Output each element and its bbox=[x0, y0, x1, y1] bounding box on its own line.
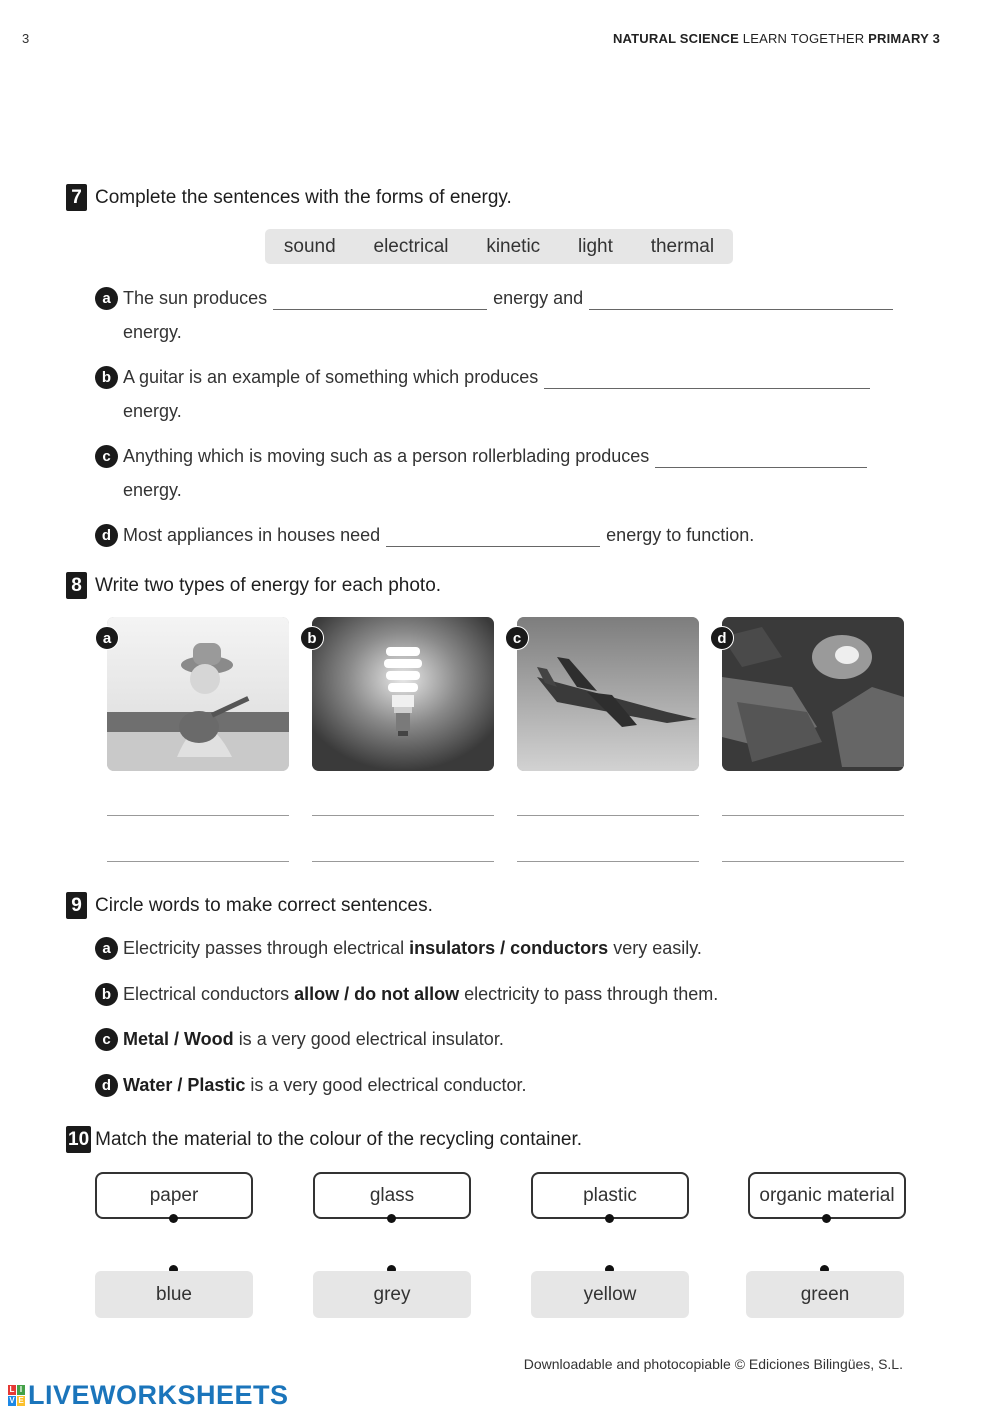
colour-box[interactable]: grey bbox=[313, 1271, 471, 1318]
ex9-item-c bbox=[95, 1027, 504, 1051]
item-text: energy and bbox=[493, 288, 584, 308]
word-bank-word: electrical bbox=[373, 235, 449, 257]
exercise-number-badge: 9 bbox=[66, 892, 87, 919]
word-bank bbox=[265, 229, 733, 264]
item-text-continued: energy. bbox=[123, 480, 182, 500]
header-level: PRIMARY 3 bbox=[868, 31, 940, 46]
answer-line[interactable] bbox=[312, 861, 494, 862]
exercise-8-heading bbox=[66, 572, 441, 599]
material-box[interactable]: plastic bbox=[531, 1172, 689, 1219]
logo-mark-icon bbox=[8, 1385, 25, 1406]
brand-name: LIVEWORKSHEETS bbox=[28, 1380, 289, 1410]
word-choice[interactable]: insulators / conductors bbox=[409, 938, 609, 958]
item-letter-badge: b bbox=[95, 983, 118, 1006]
photo-letter-badge: d bbox=[710, 626, 734, 650]
header-series: LEARN TOGETHER bbox=[742, 31, 865, 46]
answer-line[interactable] bbox=[722, 861, 904, 862]
page-number: 3 bbox=[22, 31, 30, 46]
header-subject: NATURAL SCIENCE bbox=[612, 31, 739, 46]
answer-blank[interactable] bbox=[655, 450, 867, 468]
exercise-10-heading bbox=[66, 1126, 582, 1153]
item-text: very easily. bbox=[613, 938, 702, 958]
logo-mark-letter: V bbox=[9, 1396, 15, 1405]
answer-line[interactable] bbox=[722, 815, 904, 816]
logo-mark-letter: L bbox=[9, 1385, 15, 1394]
item-letter-badge: b bbox=[95, 366, 118, 389]
exercise-7-heading bbox=[66, 184, 512, 211]
material-box[interactable]: organic material bbox=[748, 1172, 906, 1219]
photo-letter-badge: a bbox=[95, 626, 119, 650]
word-bank-word: thermal bbox=[650, 235, 715, 257]
word-bank-word: sound bbox=[283, 235, 336, 257]
exercise-title: Write two types of energy for each photo. bbox=[95, 574, 442, 596]
item-text: is a very good electrical conductor. bbox=[250, 1075, 527, 1095]
ex9-item-b bbox=[95, 982, 718, 1006]
copyright-note: Downloadable and photocopiable © Ediciones Bilingües, S.L. bbox=[523, 1356, 903, 1372]
match-dot[interactable] bbox=[822, 1214, 831, 1223]
item-letter-badge: a bbox=[95, 287, 118, 310]
answer-blank[interactable] bbox=[273, 292, 487, 310]
liveworksheets-logo[interactable] bbox=[8, 1380, 289, 1411]
photo-letter-badge: c bbox=[505, 626, 529, 650]
item-text: is a very good electrical insulator. bbox=[238, 1029, 504, 1049]
photo-jet-plane bbox=[517, 617, 699, 771]
item-text: energy to function. bbox=[606, 525, 755, 545]
answer-line[interactable] bbox=[107, 861, 289, 862]
ex9-item-d bbox=[95, 1073, 527, 1097]
exercise-title: Circle words to make correct sentences. bbox=[95, 894, 433, 916]
item-text: Most appliances in houses need bbox=[123, 525, 381, 545]
item-text-continued: energy. bbox=[123, 401, 182, 421]
match-dot[interactable] bbox=[169, 1214, 178, 1223]
exercise-title: Complete the sentences with the forms of energy. bbox=[95, 186, 512, 208]
ex7-item-d bbox=[95, 523, 754, 547]
logo-mark-letter: I bbox=[17, 1385, 25, 1395]
word-bank-word: light bbox=[578, 235, 613, 257]
photo-child-playing-guitar bbox=[107, 617, 289, 771]
material-box[interactable]: glass bbox=[313, 1172, 471, 1219]
item-text: Electrical conductors bbox=[123, 984, 290, 1004]
material-box[interactable]: paper bbox=[95, 1172, 253, 1219]
exercise-number-badge: 8 bbox=[66, 572, 87, 599]
ex7-item-c bbox=[95, 444, 873, 502]
answer-blank[interactable] bbox=[589, 292, 893, 310]
item-letter-badge: a bbox=[95, 937, 118, 960]
colour-box[interactable]: blue bbox=[95, 1271, 253, 1318]
logo-mark-letter: E bbox=[18, 1396, 24, 1405]
match-dot[interactable] bbox=[387, 1214, 396, 1223]
ex7-item-b bbox=[95, 365, 876, 423]
photo-light-bulb bbox=[312, 617, 494, 771]
exercise-9-heading bbox=[66, 892, 433, 919]
answer-line[interactable] bbox=[312, 815, 494, 816]
item-text: Anything which is moving such as a person rollerblading produces bbox=[123, 446, 650, 466]
colour-box[interactable]: yellow bbox=[531, 1271, 689, 1318]
answer-blank[interactable] bbox=[386, 529, 600, 547]
colour-box[interactable]: green bbox=[746, 1271, 904, 1318]
word-choice[interactable]: Water / Plastic bbox=[123, 1075, 246, 1095]
item-text: The sun produces bbox=[123, 288, 268, 308]
answer-line[interactable] bbox=[517, 861, 699, 862]
ex7-item-a bbox=[95, 286, 899, 344]
exercise-number-badge: 7 bbox=[66, 184, 87, 211]
answer-blank[interactable] bbox=[544, 371, 870, 389]
answer-line[interactable] bbox=[107, 815, 289, 816]
item-text: A guitar is an example of something which produces bbox=[123, 367, 539, 387]
word-bank-word: kinetic bbox=[486, 235, 541, 257]
word-choice[interactable]: Metal / Wood bbox=[123, 1029, 234, 1049]
match-dot[interactable] bbox=[605, 1214, 614, 1223]
photo-hands-near-fire bbox=[722, 617, 904, 771]
exercise-number-badge: 10 bbox=[66, 1126, 91, 1153]
item-letter-badge: d bbox=[95, 1074, 118, 1097]
running-header bbox=[613, 31, 940, 46]
exercise-title: Match the material to the colour of the recycling container. bbox=[95, 1128, 583, 1150]
item-text: electricity to pass through them. bbox=[464, 984, 719, 1004]
answer-line[interactable] bbox=[517, 815, 699, 816]
ex9-item-a bbox=[95, 936, 702, 960]
item-letter-badge: c bbox=[95, 1028, 118, 1051]
item-text-continued: energy. bbox=[123, 322, 182, 342]
word-choice[interactable]: allow / do not allow bbox=[294, 984, 460, 1004]
item-letter-badge: c bbox=[95, 445, 118, 468]
item-text: Electricity passes through electrical bbox=[123, 938, 405, 958]
item-letter-badge: d bbox=[95, 524, 118, 547]
photo-letter-badge: b bbox=[300, 626, 324, 650]
